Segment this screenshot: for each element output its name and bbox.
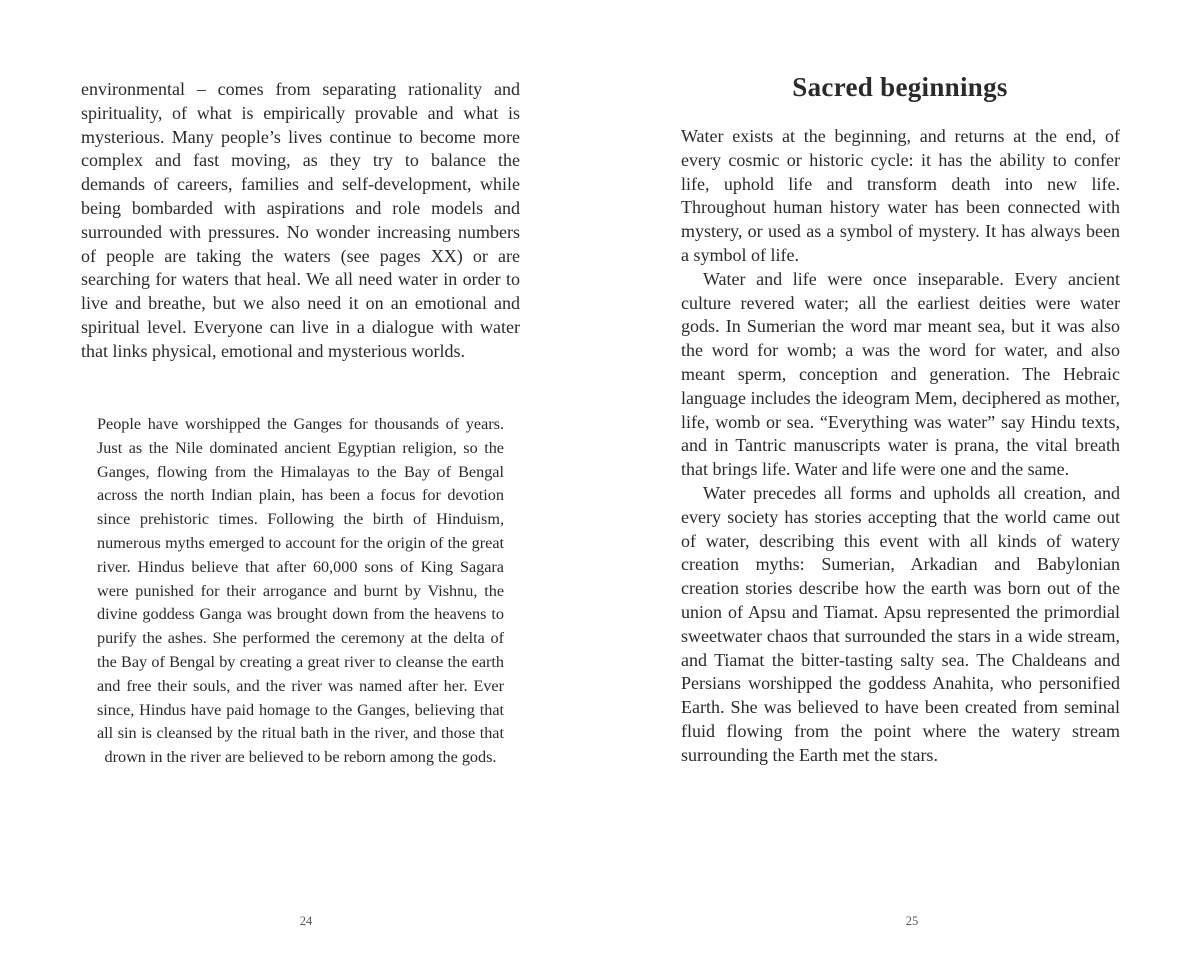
left-main-paragraph: environmental – comes from separating rationality and spirituality, of what is empirically provable and what is mysterious. Many people’s lives continue to become more complex and fast moving, as they try to balance the demands of careers, families and self-development, while being bombarded with aspirations and role models and surrounded with pressures. No wonder increasing numbers of people are taking the waters (see pages XX) or are searching for waters that heal. We all need water in order to live and breathe, but we also need it on an emotional and spiritual level. Everyone can live in a dialogue with water that links physical, emotional and mysterious worlds. xyxy=(81,79,520,361)
paragraph-1: Water exists at the beginning, and returns at the end, of every cosmic or historic cycle: it has the ability to confer life, uphold life and transform death into new life. Throughout human history water has been connected with mystery, or used as a symbol of mystery. It has always been a symbol of life. xyxy=(681,126,1120,265)
right-page xyxy=(600,0,1200,962)
ganges-sidebar-text: People have worshipped the Ganges for thousands of years. Just as the Nile dominated ancient Egyptian religion, so the Ganges, flowing from the Himalayas to the Bay of Bengal across the north Indian plain, has been a focus for devotion since prehistoric times. Following the birth of Hinduism, numerous myths emerged to account for the origin of the great river. Hindus believe that after 60,000 sons of King Sagara were punished for their arrogance and burnt by Vishnu, the divine goddess Ganga was brought down from the heavens to purify the ashes. She performed the ceremony at the delta of the Bay of Bengal by creating a great river to cleanse the earth and free their souls, and the river was named after her. Ever since, Hindus have paid homage to the Ganges, believing that all sin is cleansed by the ritual bath in the river, and those that drown in the river are believed to be reborn among the gods. xyxy=(97,415,504,767)
right-main-text xyxy=(681,125,1120,768)
page-number-right: 25 xyxy=(905,914,919,928)
paragraph-2: Water and life were once inseparable. Every ancient culture revered water; all the earliest deities were water gods. In Sumerian the word mar meant sea, but it was also the word for womb; a was the word for water, and also meant sperm, conception and generation. The Hebraic language includes the ideogram Mem, deciphered as mother, life, womb or sea. “Everything was water” say Hindu texts, and in Tantric manuscripts water is prana, the vital breath that brings life. Water and life were one and the same. xyxy=(681,268,1120,480)
page-number-left: 24 xyxy=(299,914,313,928)
paragraph-3: Water precedes all forms and upholds all creation, and every society has stories accepting that the world came out of water, describing this event with all kinds of watery creation myths: Sumerian, Arkadian and Babylonian creation stories describe how the earth was born out of the union of Apsu and Tiamat. Apsu represented the primordial sweetwater chaos that surrounded the stars in a wide stream, and Tiamat the bitter-tasting salty sea. The Chaldeans and Persians worshipped the goddess Anahita, who personified Earth. She was believed to have been created from seminal fluid flowing from the point where the watery stream surrounding the Earth met the stars. xyxy=(681,482,1120,765)
chapter-title: Sacred beginnings xyxy=(792,72,1008,102)
